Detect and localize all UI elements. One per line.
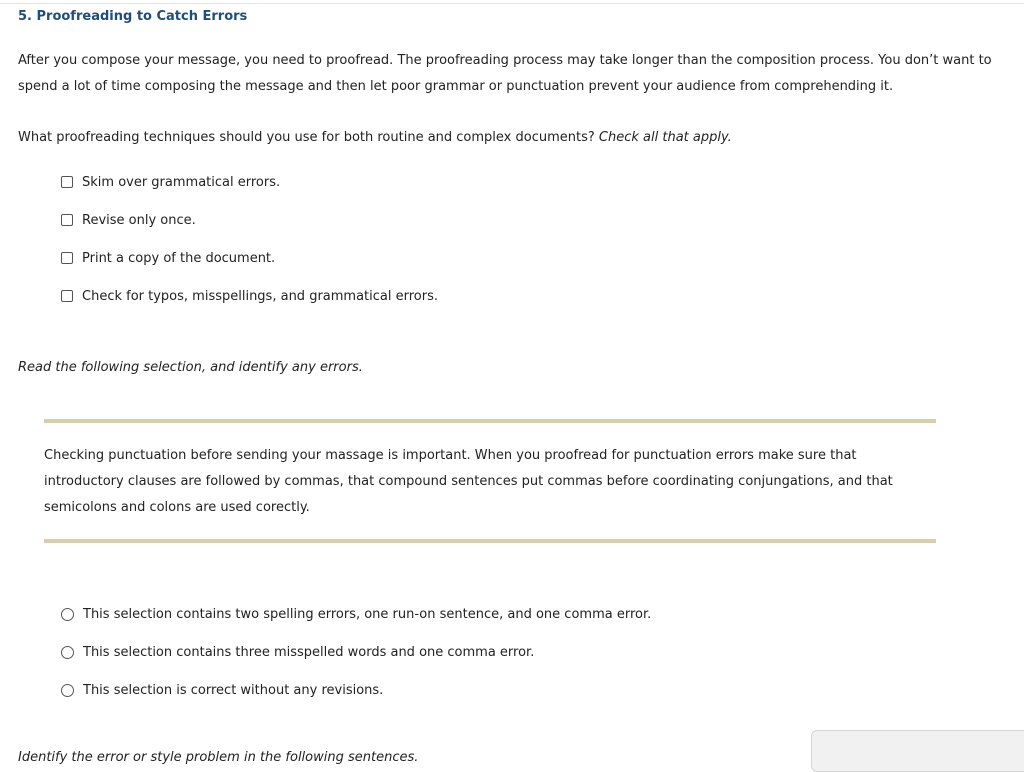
- checkbox-option-print-copy[interactable]: [61, 249, 275, 267]
- floating-panel[interactable]: [811, 730, 1024, 772]
- top-divider: [0, 3, 1024, 4]
- radio-label: This selection is correct without any revisions.: [83, 682, 384, 698]
- checkbox-icon[interactable]: [61, 252, 73, 264]
- selection-top-divider: [44, 419, 936, 423]
- checkbox-label: Skim over grammatical errors.: [82, 174, 281, 190]
- prompt-hint: Check all that apply.: [598, 130, 732, 145]
- radio-icon[interactable]: [61, 608, 74, 621]
- radio-label: This selection contains three misspelled words and one comma error.: [83, 644, 535, 660]
- checkbox-option-check-typos[interactable]: [61, 287, 438, 305]
- checkbox-icon[interactable]: [61, 290, 73, 302]
- prompt-text: What proofreading techniques should you use for both routine and complex documents?: [18, 130, 595, 145]
- selection-bottom-divider: [44, 539, 936, 543]
- radio-icon[interactable]: [61, 646, 74, 659]
- checkbox-icon[interactable]: [61, 176, 73, 188]
- intro-paragraph: After you compose your message, you need to proofread. The proofreading process may take longer than the composition process. You don’t want to spend a lot of time composing the message and then let poor grammar or punctuation prevent your audience from comprehending it.: [18, 53, 992, 94]
- checkbox-label: Revise only once.: [82, 212, 196, 228]
- selection-instruction: Read the following selection, and identify any errors.: [18, 360, 363, 375]
- question-prompt: [18, 125, 1008, 151]
- checkbox-label: Check for typos, misspellings, and grammatical errors.: [82, 288, 438, 304]
- radio-option-correct[interactable]: [61, 681, 383, 699]
- radio-option-three-misspelled[interactable]: [61, 643, 534, 661]
- checkbox-option-revise-once[interactable]: [61, 211, 196, 229]
- radio-icon[interactable]: [61, 684, 74, 697]
- selection-passage: Checking punctuation before sending your massage is important. When you proofread for punctuation errors make sure that introductory clauses are followed by commas, that compound sentences put commas before coordinating conjungations, and that semicolons and colons are used corectly.: [44, 448, 893, 515]
- next-instruction: Identify the error or style problem in the following sentences.: [18, 750, 419, 765]
- radio-label: This selection contains two spelling errors, one run-on sentence, and one comma error.: [83, 606, 652, 622]
- radio-option-two-spelling[interactable]: [61, 605, 651, 623]
- checkbox-icon[interactable]: [61, 214, 73, 226]
- question-title: 5. Proofreading to Catch Errors: [18, 9, 248, 24]
- checkbox-label: Print a copy of the document.: [82, 250, 276, 266]
- checkbox-option-skim[interactable]: [61, 173, 280, 191]
